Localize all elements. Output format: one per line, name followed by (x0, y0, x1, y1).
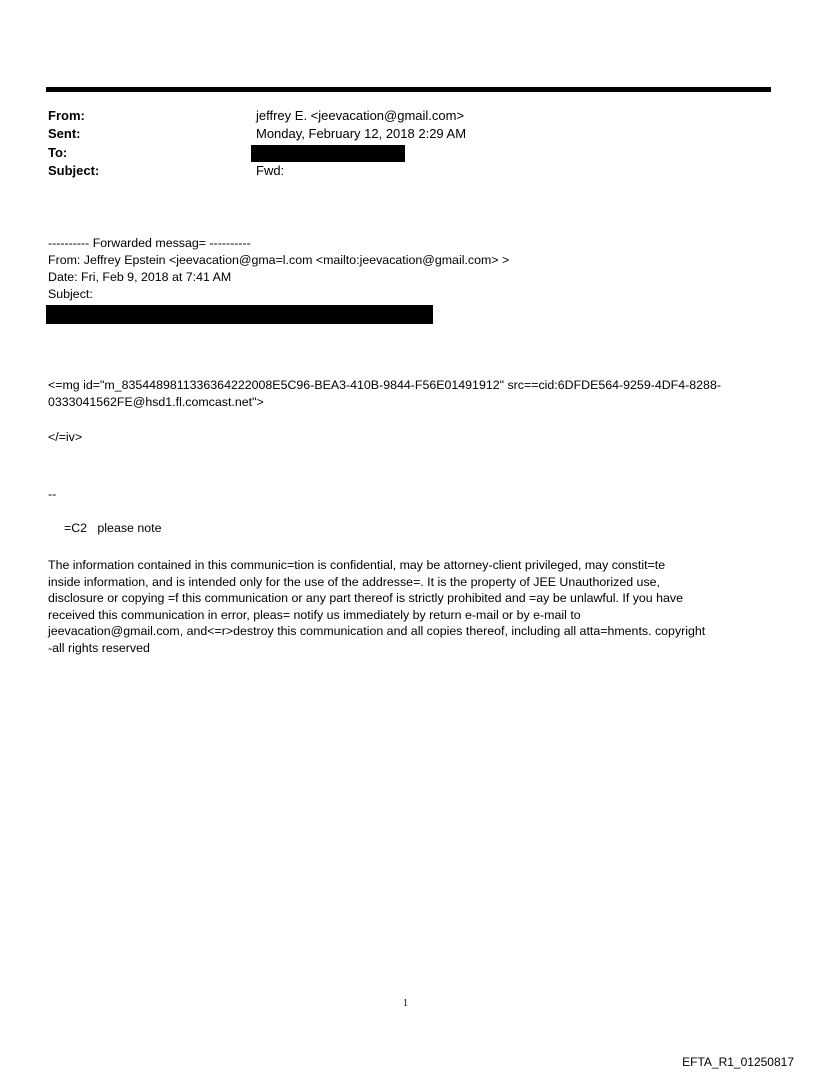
subject-redaction (46, 305, 433, 324)
forwarded-separator: ---------- Forwarded messag= ---------- (48, 236, 251, 250)
img-tag-line-2: 0333041562FE@hsd1.fl.comcast.net"> (48, 395, 264, 409)
sent-label: Sent: (48, 126, 81, 141)
forwarded-date-line: Date: Fri, Feb 9, 2018 at 7:41 AM (48, 270, 232, 284)
disclaimer-line: inside information, and is intended only for the use of the addresse=. It is the property of JEE Unauthorized use, (48, 574, 660, 589)
signature-dashes: -- (48, 487, 57, 501)
subject-value: Fwd: (256, 163, 285, 178)
please-note: =C2 please note (64, 521, 162, 535)
disclaimer-line: The information contained in this communic=tion is confidential, may be attorney-client privileged, may constit=te (48, 558, 666, 572)
disclaimer-line: jeevacation@gmail.com, and<=r>destroy this communication and all copies thereof, including all atta=hments. copyright (48, 624, 706, 639)
confidentiality-disclaimer (48, 557, 776, 657)
div-close-tag: </=iv> (48, 430, 83, 444)
disclaimer-line: received this communication in error, pleas= notify us immediately by return e-mail or by e-mail to (48, 607, 581, 622)
bates-number: EFTA_R1_01250817 (682, 1055, 794, 1069)
to-redaction (251, 145, 405, 162)
forwarded-subject-line: Subject: (48, 287, 93, 301)
to-label: To: (48, 145, 68, 160)
from-label: From: (48, 108, 85, 123)
disclaimer-line: disclosure or copying =f this communication or any part thereof is strictly prohibited and =ay be unlawful. If you have (48, 591, 684, 606)
img-tag-line-1: <=mg id="m_8354489811336364222008E5C96-BEA3-410B-9844-F56E01491912" src==cid:6DFDE564-9259-4DF4-8288- (48, 378, 721, 392)
from-value: jeffrey E. <jeevacation@gmail.com> (256, 108, 465, 123)
header-rule (46, 87, 771, 92)
subject-label: Subject: (48, 163, 100, 178)
forwarded-from-line: From: Jeffrey Epstein <jeevacation@gma=l.com <mailto:jeevacation@gmail.com> > (48, 253, 510, 267)
sent-value: Monday, February 12, 2018 2:29 AM (256, 126, 467, 141)
disclaimer-line: -all rights reserved (48, 640, 150, 655)
page-number: 1 (403, 998, 408, 1009)
